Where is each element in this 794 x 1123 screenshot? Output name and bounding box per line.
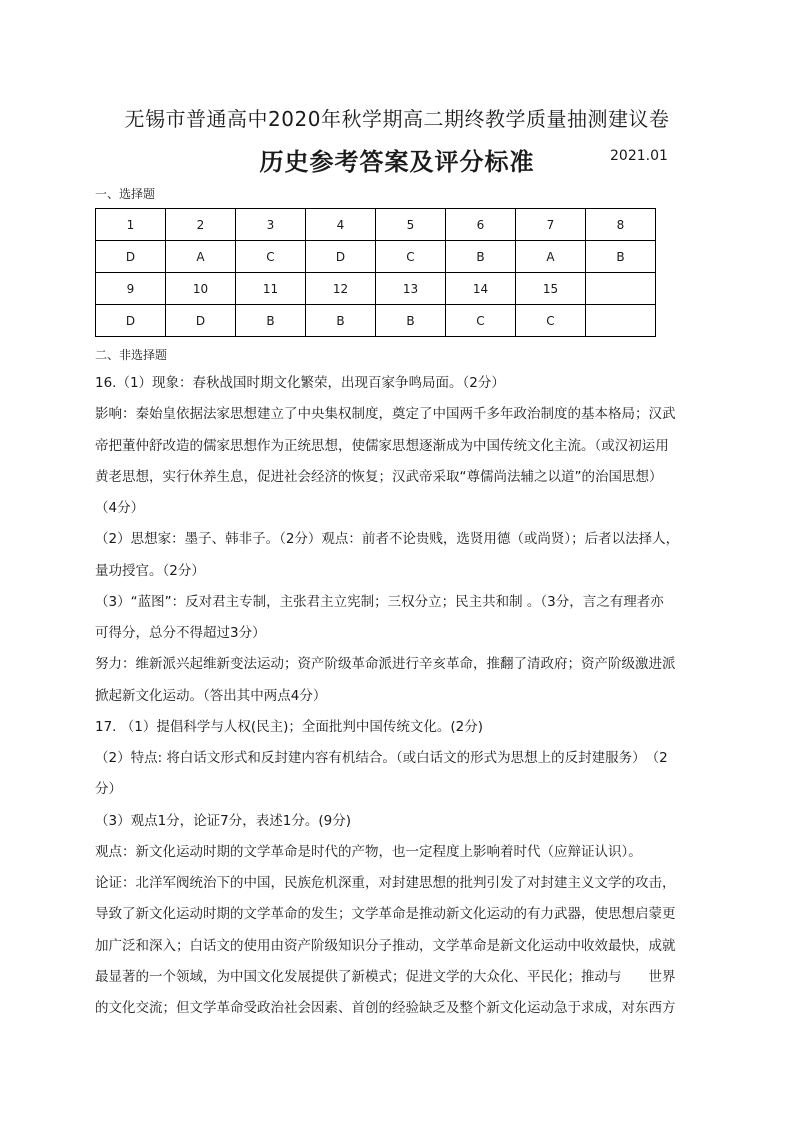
text-line: 掀起新文化运动。（答出其中两点4分） bbox=[95, 687, 327, 704]
table-cell: 9 bbox=[96, 273, 166, 305]
table-cell: D bbox=[96, 241, 166, 273]
table-cell: 10 bbox=[166, 273, 236, 305]
table-row bbox=[96, 305, 656, 337]
text-line: （3）观点1分，论证7分，表述1分。(9分) bbox=[95, 812, 351, 829]
table-cell: 6 bbox=[446, 209, 516, 241]
table-cell: 12 bbox=[306, 273, 376, 305]
document-title: 无锡市普通高中2020年秋学期高二期终教学质量抽测建议卷 bbox=[124, 107, 670, 131]
text-line: （2）特点: 将白话文形式和反封建内容有机结合。（或白话文的形式为思想上的反封建服务） （2 bbox=[95, 750, 668, 766]
text-line: 观点：新文化运动时期的文学革命是时代的产物，也一定程度上影响着时代（应辩证认识）。 bbox=[95, 843, 642, 860]
table-cell: 7 bbox=[516, 209, 586, 241]
table-cell: C bbox=[446, 305, 516, 337]
table-cell: 2 bbox=[166, 209, 236, 241]
document-date: 2021.01 bbox=[610, 148, 668, 164]
table-cell: 15 bbox=[516, 273, 586, 305]
table-cell bbox=[586, 273, 656, 305]
section-heading-nonchoice: 二、非选择题 bbox=[95, 348, 168, 362]
text-line: 的文化交流；但文学革命受政治社会因素、首创的经验缺乏及整个新文化运动急于求成，对东西方 bbox=[95, 1000, 676, 1016]
text-line: 量功授官。（2分） bbox=[95, 562, 205, 579]
table-cell: C bbox=[516, 305, 586, 337]
table-cell: 3 bbox=[236, 209, 306, 241]
table-cell: B bbox=[446, 241, 516, 273]
table-cell: 11 bbox=[236, 273, 306, 305]
document-subtitle: 历史参考答案及评分标准 bbox=[259, 148, 535, 176]
answer-body bbox=[95, 372, 705, 1028]
table-cell: A bbox=[516, 241, 586, 273]
text-line: 导致了新文化运动时期的文学革命的发生；文学革命是推动新文化运动的有力武器，使思想启蒙更 bbox=[95, 906, 676, 923]
text-line: 16.（1）现象：春秋战国时期文化繁荣，出现百家争鸣局面。（2分） bbox=[95, 375, 505, 391]
text-line: 17. （1）提倡科学与人权(民主)；全面批判中国传统文化。(2分) bbox=[95, 718, 484, 735]
table-cell: B bbox=[236, 305, 306, 337]
table-cell: 5 bbox=[376, 209, 446, 241]
table-cell: C bbox=[376, 241, 446, 273]
text-line: （4分） bbox=[95, 500, 145, 516]
table-cell: 1 bbox=[96, 209, 166, 241]
table-cell: B bbox=[376, 305, 446, 337]
table-cell: 8 bbox=[586, 209, 656, 241]
table-cell: C bbox=[236, 241, 306, 273]
text-line: 加广泛和深入；白话文的使用由资产阶级知识分子推动，文学革命是新文化运动中收效最快，成就 bbox=[95, 937, 676, 954]
text-line: 努力：维新派兴起维新变法运动；资产阶级革命派进行辛亥革命，推翻了清政府；资产阶级激进派 bbox=[95, 656, 676, 673]
text-line: （2）思想家：墨子、韩非子。（2分）观点：前者不论贵贱，选贤用德（或尚贤）；后者以法择人， bbox=[95, 531, 680, 548]
text-line: 论证：北洋军阀统治下的中国，民族危机深重，对封建思想的批判引发了对封建主义文学的攻击， bbox=[95, 875, 676, 891]
table-row bbox=[96, 209, 656, 241]
text-line: （3）“蓝图”：反对君主专制，主张君主立宪制；三权分立；民主共和制 。（3分，言之有理者亦 bbox=[95, 593, 664, 610]
table-cell: 4 bbox=[306, 209, 376, 241]
text-line: 黄老思想，实行休养生息，促进社会经济的恢复；汉武帝采取“尊儒尚法辅之以道”的治国思想） bbox=[95, 468, 663, 485]
table-cell: B bbox=[586, 241, 656, 273]
answer-table bbox=[95, 208, 656, 337]
table-row bbox=[96, 273, 656, 305]
table-cell: D bbox=[306, 241, 376, 273]
text-line: 影响：秦始皇依据法家思想建立了中央集权制度，奠定了中国两千多年政治制度的基本格局；汉武 bbox=[95, 406, 676, 423]
table-cell: B bbox=[306, 305, 376, 337]
text-line: 分） bbox=[95, 781, 122, 798]
table-row bbox=[96, 241, 656, 273]
table-cell: D bbox=[166, 305, 236, 337]
table-cell: 13 bbox=[376, 273, 446, 305]
table-cell: A bbox=[166, 241, 236, 273]
table-cell bbox=[586, 305, 656, 337]
section-heading-choice: 一、选择题 bbox=[95, 187, 156, 201]
text-line: 可得分，总分不得超过3分） bbox=[95, 625, 266, 641]
table-cell: 14 bbox=[446, 273, 516, 305]
text-line: 帝把董仲舒改造的儒家思想作为正统思想，使儒家思想逐渐成为中国传统文化主流。（或汉初运用 bbox=[95, 437, 669, 454]
table-cell: D bbox=[96, 305, 166, 337]
text-line: 最显著的一个领域，为中国文化发展提供了新模式；促进文学的大众化、平民化；推动与 世界 bbox=[95, 968, 676, 985]
